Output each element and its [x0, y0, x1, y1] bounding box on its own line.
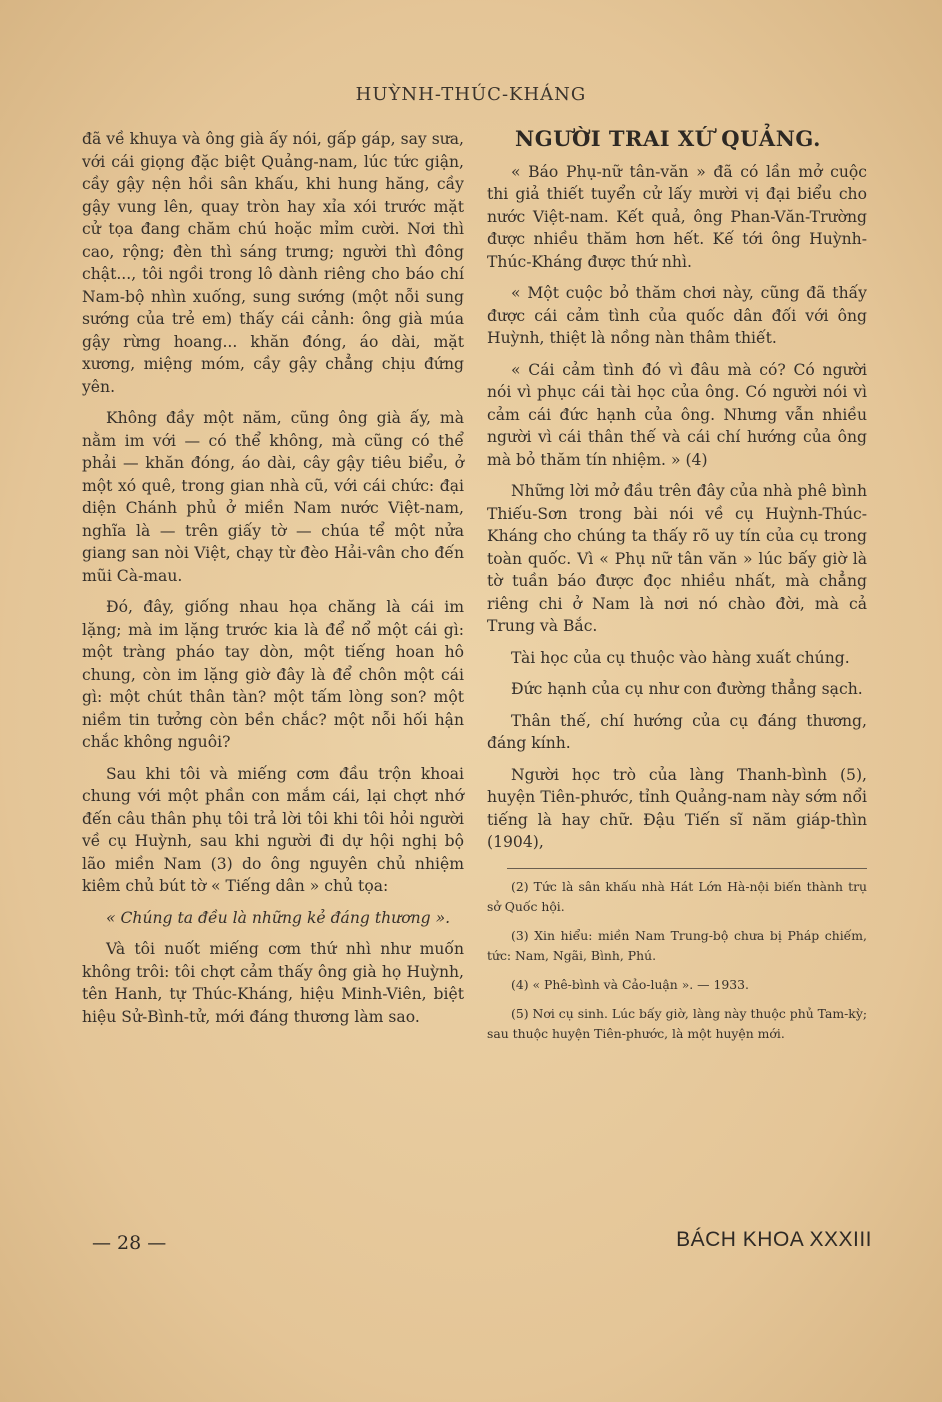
magazine-name: BÁCH KHOA XXXIII [676, 1228, 872, 1251]
paragraph: Và tôi nuốt miếng cơm thứ nhì như muốn không trôi: tôi chợt cảm thấy ông già họ Huỳnh, tên Hanh, tự Thúc-Kháng, hiệu Minh-Viên, biệt hiệu Sử-Bình-tử, mới đáng thương làm sao. [82, 940, 464, 1026]
paragraph: « Báo Phụ-nữ tân-văn » đã có lần mở cuộc thi giả thiết tuyển cử lấy mười vị đại biểu cho nước Việt-nam. Kết quả, ông Phan-Văn-Trường được nhiều thăm hơn hết. Kế tới ông Huỳnh-Thúc-Kháng được thứ nhì. [487, 162, 867, 271]
paragraph: « Cái cảm tình đó vì đâu mà có? Có người nói vì phục cái tài học của ông. Có người nói vì cảm cái đức hạnh của ông. Nhưng vẫn nhiều người vì cái thân thế và cái chí hướng của ông mà bỏ thăm tín nhiệm. » (4) [487, 360, 867, 469]
page-number: — 28 — [92, 1232, 167, 1254]
left-column [82, 128, 464, 1037]
paragraph: Đức hạnh của cụ như con đường thẳng sạch. [511, 680, 863, 698]
paragraph: Thân thế, chí hướng của cụ đáng thương, đáng kính. [487, 711, 867, 752]
running-head: HUỲNH-THÚC-KHÁNG [355, 84, 587, 105]
paragraph: Tài học của cụ thuộc vào hàng xuất chúng. [511, 648, 850, 667]
footnote: (2) Tức là sân khấu nhà Hát Lớn Hà-nội biến thành trụ sở Quốc hội. [487, 878, 867, 914]
right-column [487, 128, 867, 1053]
paragraph: Sau khi tôi và miếng cơm đầu trộn khoai chung với một phần con mắm cái, lại chợt nhớ đến câu thân phụ tôi trả lời tôi khi tôi hỏi người về cụ Huỳnh, sau khi người đi dự hội nghị bộ lão miền Nam (3) do ông nguyên chủ nhiệm kiêm chủ bút tờ « Tiếng dân » chủ tọa: [82, 764, 464, 895]
paragraph: Không đầy một năm, cũng ông già ấy, mà nằm im với — có thể không, mà cũng có thể phải — khăn đóng, áo dài, cây gậy tiêu biểu, ở một xó quê, trong gian nhà cũ, với cái chức: đại diện Chánh phủ ở miền Nam nước Việt-nam, nghĩa là — trên giấy tờ — chúa tể một nửa giang san nòi Việt, chạy từ đèo Hải-vân cho đến mũi Cà-mau. [82, 409, 464, 585]
paragraph: Đó, đây, giống nhau họa chăng là cái im lặng; mà im lặng trước kia là để nổ một cái gì: một tràng pháo tay dòn, một tiếng hoan hô chung, còn im lặng giờ đây là để chôn một cái gì: một chút thân tàn? một tấm lòng son? một niềm tin tưởng còn bền chắc? một nỗi hối hận chắc không nguôi? [82, 598, 464, 751]
paragraph: Những lời mở đầu trên đây của nhà phê bình Thiếu-Sơn trong bài nói về cụ Huỳnh-Thúc-Kháng cho chúng ta thấy rõ uy tín của cụ trong toàn quốc. Vì « Phụ nữ tân văn » lúc bấy giờ là tờ tuần báo được đọc nhiều nhất, mà chẳng riêng chi ở Nam là nơi nó chào đời, mà cả Trung và Bắc. [487, 482, 867, 635]
paragraph: Người học trò của làng Thanh-bình (5), huyện Tiên-phước, tỉnh Quảng-nam này sớm nổi tiếng là hay chữ. Đậu Tiến sĩ năm giáp-thìn (1904), [487, 765, 867, 851]
footnote: (3) Xin hiểu: miền Nam Trung-bộ chưa bị Pháp chiếm, tức: Nam, Ngãi, Bình, Phú. [487, 927, 867, 963]
paragraph: đã về khuya và ông già ấy nói, gấp gáp, say sưa, với cái giọng đặc biệt Quảng-nam, lúc tức giận, cầy gậy nện hồi sân khấu, khi hung hăng, cầy gậy vung lên, quay tròn hay xỉa xói trước mặt cử tọa đang chăm chú hoặc mỉm cười. Nơi thì cao, rộng; đèn thì sáng trưng; người thì đông chật..., tôi ngồi trong lô dành riêng cho báo chí Nam-bộ nhìn xuống, sung sướng (một nỗi sung sướng của trẻ em) thấy cái cảnh: ông già múa gậy rừng hoang... khăn đóng, áo dài, mặt xương, miệng móm, cầy gậy chẳng chịu đứng yên. [82, 130, 464, 396]
paragraph: « Một cuộc bỏ thăm chơi này, cũng đã thấy được cái cảm tình của quốc dân đối với ông Huỳnh, thiệt là nồng nàn thâm thiết. [487, 284, 867, 347]
section-title: NGƯỜI TRAI XỨ QUẢNG. [515, 126, 821, 151]
footnote: (5) Nơi cụ sinh. Lúc bấy giờ, làng này thuộc phủ Tam-kỳ; sau thuộc huyện Tiên-phước, là một huyện mới. [487, 1005, 867, 1041]
quote-paragraph: « Chúng ta đều là những kẻ đáng thương ». [106, 908, 451, 927]
footnote-divider [507, 868, 867, 869]
footnote: (4) « Phê-bình và Cảo-luận ». — 1933. [511, 976, 749, 992]
